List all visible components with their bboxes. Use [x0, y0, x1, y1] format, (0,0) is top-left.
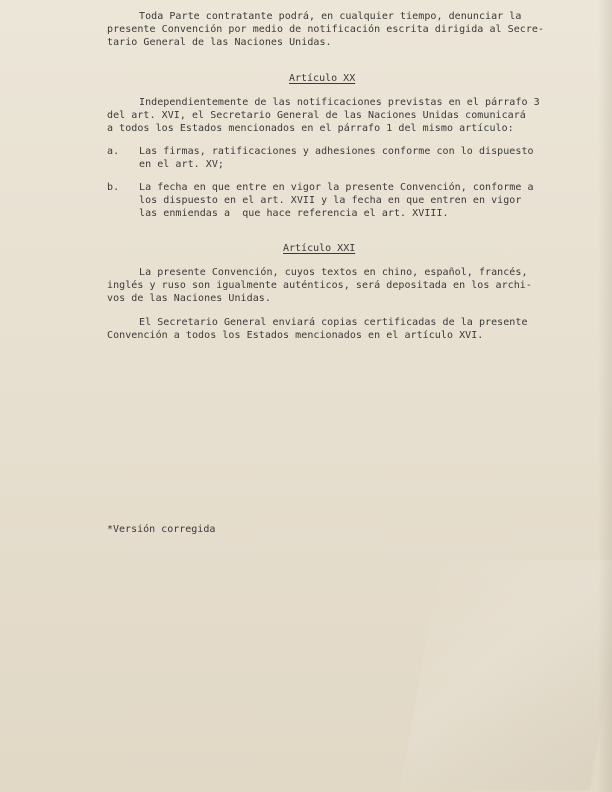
- article-xxi-heading: Artículo XXI: [283, 243, 356, 254]
- article-xx-heading: Artículo XX: [289, 73, 356, 84]
- item-a-line-1: Las firmas, ratificaciones y adhesiones conforme con lo dispuesto: [139, 146, 534, 157]
- item-a-marker: a.: [107, 146, 120, 157]
- article-xxi-p1-line-1: La presente Convención, cuyos textos en chino, español, francés,: [139, 267, 528, 278]
- paper-fold: [400, 560, 612, 790]
- item-a-line-2: en el art. XV;: [139, 159, 224, 170]
- article-xx-line-1: Independientemente de las notificaciones previstas en el párrafo 3: [139, 97, 540, 108]
- footnote: *Versión corregida: [107, 524, 216, 535]
- intro-line-2: presente Convención por medio de notificación escrita dirigida al Secre-: [107, 24, 545, 35]
- article-xxi-p2-line-2: Convención a todos los Estados mencionados en el artículo XVI.: [107, 330, 484, 341]
- article-xxi-p1-line-3: vos de las Naciones Unidas.: [107, 293, 271, 304]
- intro-line-3: tario General de las Naciones Unidas.: [107, 37, 332, 48]
- article-xxi-p2-line-1: El Secretario General enviará copias certificadas de la presente: [139, 317, 528, 328]
- item-b-line-1: La fecha en que entre en vigor la presente Convención, conforme a: [139, 182, 534, 193]
- item-b-line-3: las enmiendas a que hace referencia el art. XVIII.: [139, 208, 449, 219]
- article-xx-line-2: del art. XVI, el Secretario General de las Naciones Unidas comunicará: [107, 110, 526, 121]
- article-xx-line-3: a todos los Estados mencionados en el párrafo 1 del mismo artículo:: [107, 123, 514, 134]
- article-xxi-p1-line-2: inglés y ruso son igualmente auténticos, será depositada en los archi-: [107, 280, 532, 291]
- item-b-line-2: los dispuesto en el art. XVII y la fecha en que entren en vigor: [139, 195, 522, 206]
- item-b-marker: b.: [107, 182, 120, 193]
- intro-line-1: Toda Parte contratante podrá, en cualquier tiempo, denunciar la: [139, 11, 522, 22]
